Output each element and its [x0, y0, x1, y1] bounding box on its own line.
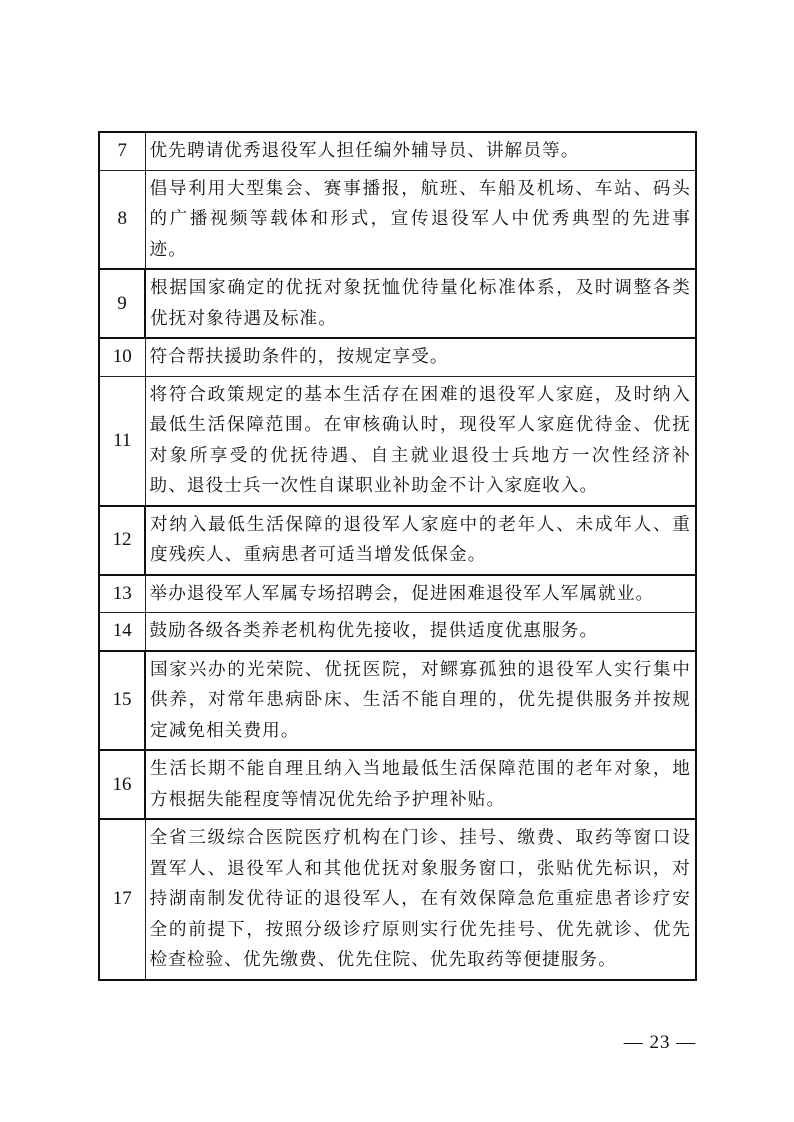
table-row — [99, 651, 696, 751]
table-row — [99, 132, 696, 170]
table-row — [99, 613, 696, 651]
row-number: 7 — [99, 132, 145, 170]
table-row — [99, 750, 696, 819]
table-row — [99, 819, 696, 980]
row-number: 10 — [99, 338, 145, 376]
table-row — [99, 376, 696, 506]
table-row — [99, 269, 696, 338]
row-text: 将符合政策规定的基本生活存在困难的退役军人家庭，及时纳入最低生活保障范围。在审核确认时，现役军人家庭优待金、优抚对象所享受的优抚待遇、自主就业退役士兵地方一次性经济补助、退役士兵一次性自谋职业补助金不计入家庭收入。 — [145, 376, 696, 506]
table-row — [99, 506, 696, 575]
row-text: 鼓励各级各类养老机构优先接收，提供适度优惠服务。 — [145, 613, 696, 651]
row-number: 17 — [99, 819, 145, 980]
row-number: 15 — [99, 651, 145, 751]
row-text: 举办退役军人军属专场招聘会，促进困难退役军人军属就业。 — [145, 575, 696, 613]
row-text: 符合帮扶援助条件的，按规定享受。 — [145, 338, 696, 376]
policy-table — [98, 131, 697, 981]
row-text: 对纳入最低生活保障的退役军人家庭中的老年人、未成年人、重度残疾人、重病患者可适当增发低保金。 — [145, 506, 696, 575]
row-text: 根据国家确定的优抚对象抚恤优待量化标准体系，及时调整各类优抚对象待遇及标准。 — [145, 269, 696, 338]
table-row — [99, 575, 696, 613]
row-text: 倡导利用大型集会、赛事播报，航班、车船及机场、车站、码头的广播视频等载体和形式，宣传退役军人中优秀典型的先进事迹。 — [145, 170, 696, 269]
row-number: 8 — [99, 170, 145, 269]
table-row — [99, 338, 696, 376]
row-text: 生活长期不能自理且纳入当地最低生活保障范围的老年对象，地方根据失能程度等情况优先给予护理补贴。 — [145, 750, 696, 819]
row-text: 全省三级综合医院医疗机构在门诊、挂号、缴费、取药等窗口设置军人、退役军人和其他优抚对象服务窗口，张贴优先标识，对持湖南制发优待证的退役军人，在有效保障急危重症患者诊疗安全的前提下，按照分级诊疗原则实行优先挂号、优先就诊、优先检查检验、优先缴费、优先住院、优先取药等便捷服务。 — [145, 819, 696, 980]
row-text: 国家兴办的光荣院、优抚医院，对鳏寡孤独的退役军人实行集中供养，对常年患病卧床、生活不能自理的，优先提供服务并按规定减免相关费用。 — [145, 651, 696, 751]
row-number: 16 — [99, 750, 145, 819]
page-number: — 23 — — [623, 1032, 697, 1053]
row-number: 13 — [99, 575, 145, 613]
row-number: 11 — [99, 376, 145, 506]
row-number: 14 — [99, 613, 145, 651]
table-row — [99, 170, 696, 269]
row-text: 优先聘请优秀退役军人担任编外辅导员、讲解员等。 — [145, 132, 696, 170]
row-number: 12 — [99, 506, 145, 575]
row-number: 9 — [99, 269, 145, 338]
